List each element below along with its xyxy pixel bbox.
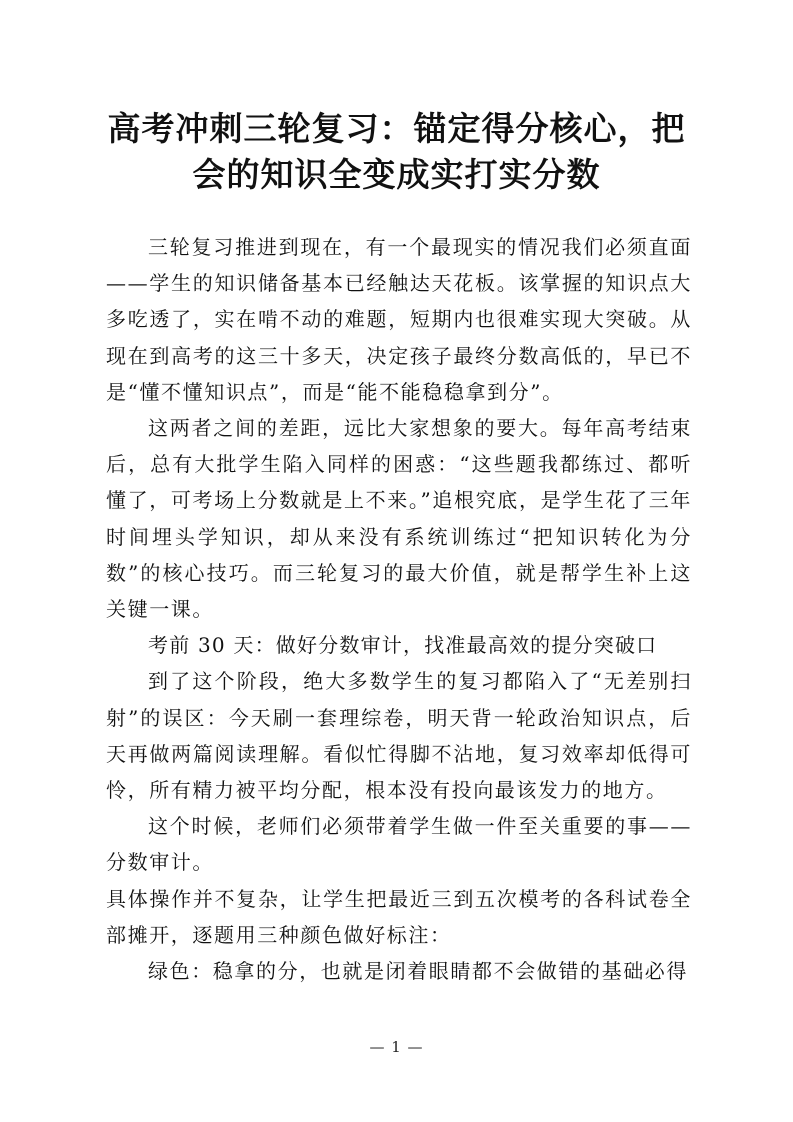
paragraph-intro: 三轮复习推进到现在，有一个最现实的情况我们必须直面——学生的知识储备基本已经触达天花板。该掌握的知识点大多吃透了，实在啃不动的难题，短期内也很难实现大突破。从现在到高考的这三十多天，决定孩子最终分数高低的，早已不是“懂不懂知识点”，而是“能不能稳稳拿到分”。 <box>106 235 692 404</box>
section-heading: 考前 30 天：做好分数审计，找准最高效的提分突破口 <box>148 633 658 658</box>
page-number: — 1 — <box>369 1038 424 1056</box>
document-body <box>106 229 692 989</box>
paragraph-score-audit: 这个时候，老师们必须带着学生做一件至关重要的事——分数审计。 <box>106 814 692 875</box>
document-title: 高考冲刺三轮复习：锚定得分核心，把会的知识全变成实打实分数 <box>107 109 686 194</box>
paragraph-gap: 这两者之间的差距，远比大家想象的要大。每年高考结束后，总有大批学生陷入同样的困惑：“这些题我都练过、都听懂了，可考场上分数就是上不来。”追根究底，是学生花了三年时间埋头学知识，却从来没有系统训练过“把知识转化为分数”的核心技巧。而三轮复习的最大价值，就是帮学生补上这关键一课。 <box>106 416 692 622</box>
paragraph-operation: 具体操作并不复杂，让学生把最近三到五次模考的各科试卷全部摊开，逐题用三种颜色做好标注： <box>106 886 692 947</box>
paragraph-green-label: 绿色：稳拿的分，也就是闭着眼睛都不会做错的基础必得 <box>148 959 688 984</box>
paragraph-misconception: 到了这个阶段，绝大多数学生的复习都陷入了“无差别扫射”的误区：今天刷一套理综卷，明天背一轮政治知识点，后天再做两篇阅读理解。看似忙得脚不沾地，复习效率却低得可怜，所有精力被平均分配，根本没有投向最该发力的地方。 <box>106 669 692 803</box>
